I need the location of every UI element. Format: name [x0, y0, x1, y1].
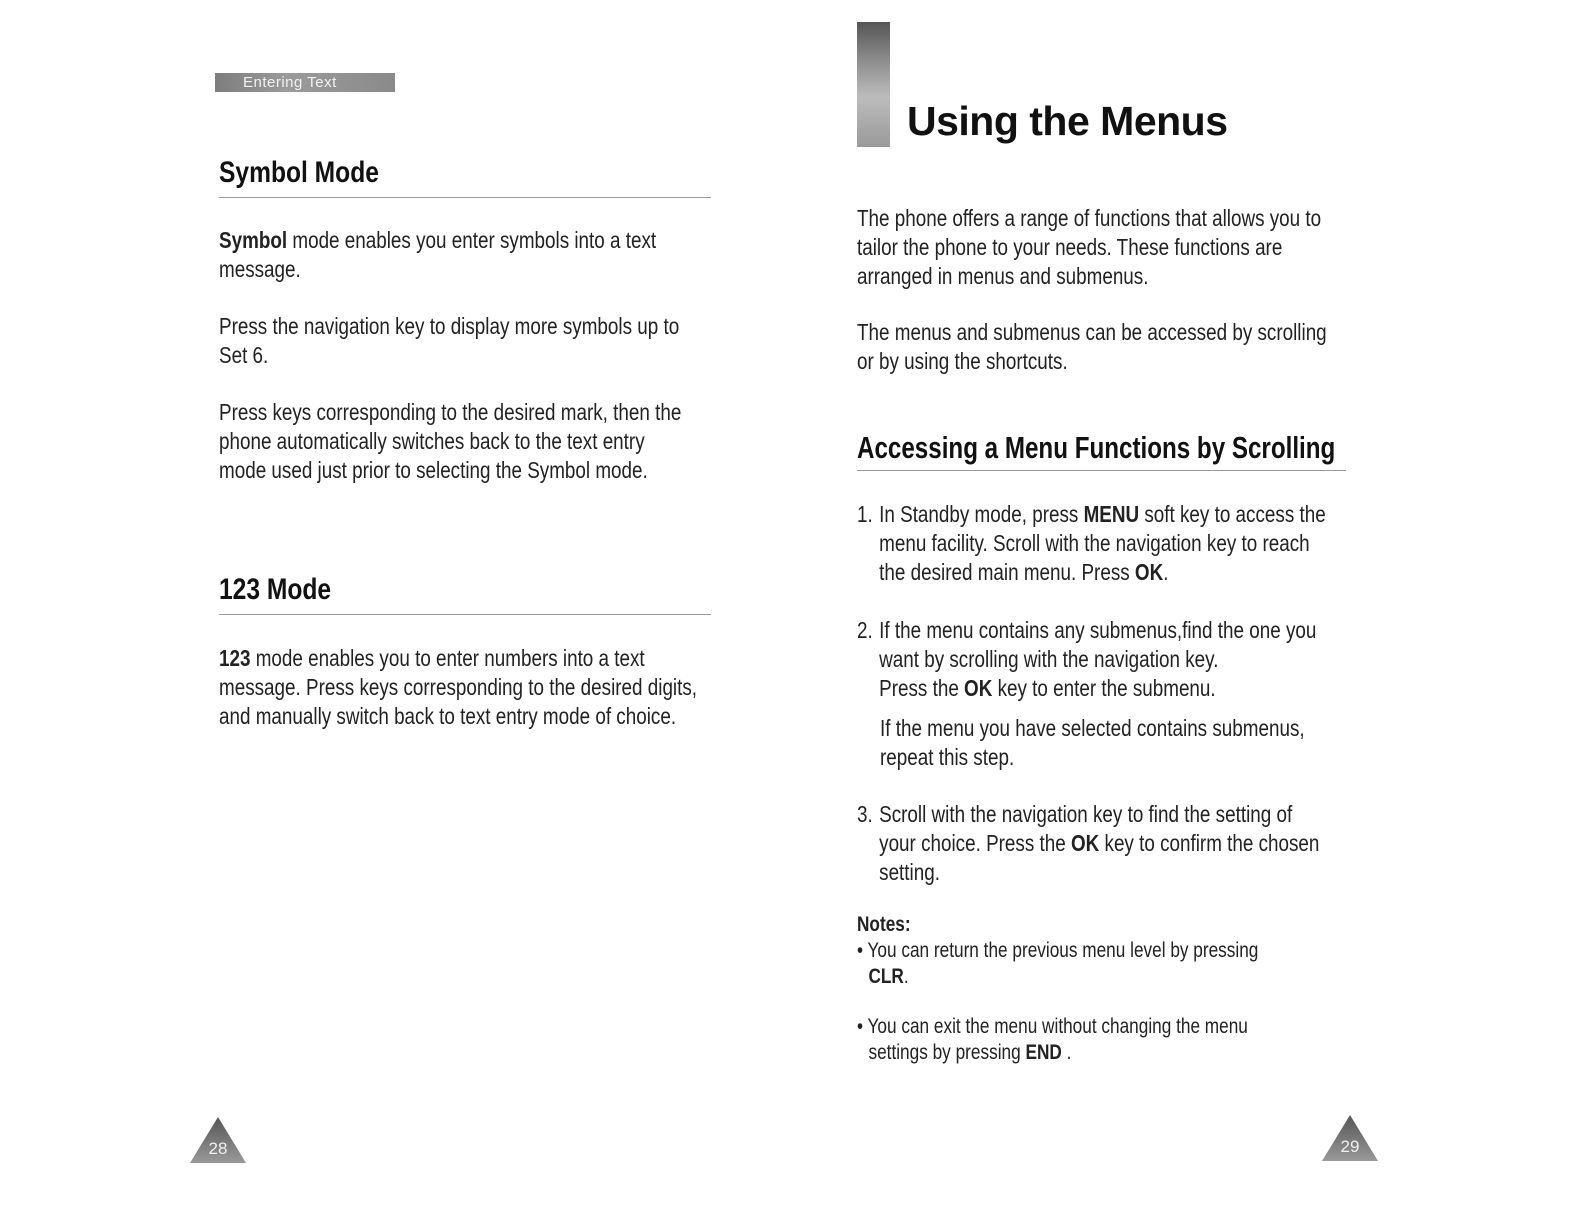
symbol-mode-heading: Symbol Mode	[219, 156, 379, 189]
bullet-icon: •	[857, 1015, 868, 1038]
symbol-mode-paragraph-3: Press keys corresponding to the desired mark, then the phone automatically switches back to the text entry mode used just prior to selecting the Symbol mode.	[219, 399, 682, 483]
step-2: 2. If the menu contains any submenus,find the one you want by scrolling with the navigation key. Press the OK key to enter the submenu.	[857, 617, 1317, 701]
notes-title: Notes:	[857, 913, 911, 936]
step-1: 1. In Standby mode, press MENU soft key to access the menu facility. Scroll with the navigation key to reach the desired main menu. Press OK.	[857, 501, 1326, 585]
notes-block: Notes: • You can return the previous menu level by pressing CLR. • You can exit the menu without changing the menu settings by pressing END .	[857, 913, 1259, 1064]
page-number-right: 29	[1340, 1137, 1360, 1156]
chapter-title: Using the Menus	[907, 98, 1228, 144]
section-tab	[215, 73, 395, 92]
symbol-mode-paragraph-2: Press the navigation key to display more symbols up to Set 6.	[219, 313, 680, 368]
step-2-subnote: If the menu you have selected contains submenus, repeat this step.	[880, 715, 1305, 770]
intro-paragraph-2: The menus and submenus can be accessed by scrolling or by using the shortcuts.	[857, 319, 1327, 374]
bullet-icon: •	[857, 939, 868, 962]
section-tab-label: Entering Text	[243, 74, 337, 91]
mode-123-rule	[219, 614, 711, 615]
step-3: 3. Scroll with the navigation key to find the setting of your choice. Press the OK key to confirm the chosen setting.	[857, 801, 1320, 885]
page-number-badge-right	[1320, 1113, 1380, 1163]
mode-123-paragraph: 123 mode enables you to enter numbers into a text message. Press keys corresponding to the desired digits, and manually switch back to text entry mode of choice.	[219, 645, 698, 729]
scrolling-section-rule	[857, 470, 1346, 471]
symbol-mode-rule	[219, 197, 711, 198]
symbol-mode-paragraph-1: Symbol mode enables you enter symbols into a text message.	[219, 227, 657, 282]
chapter-marker-bar	[857, 22, 890, 147]
page-number-badge-left	[188, 1115, 248, 1165]
scrolling-section-heading: Accessing a Menu Functions by Scrolling	[857, 430, 1336, 465]
triangle-page-icon	[1320, 1113, 1380, 1163]
intro-paragraph-1: The phone offers a range of functions that allows you to tailor the phone to your needs. These functions are arranged in menus and submenus.	[857, 205, 1322, 289]
mode-123-heading: 123 Mode	[219, 573, 332, 606]
triangle-page-icon	[188, 1115, 248, 1165]
page-number-left: 28	[208, 1139, 228, 1158]
